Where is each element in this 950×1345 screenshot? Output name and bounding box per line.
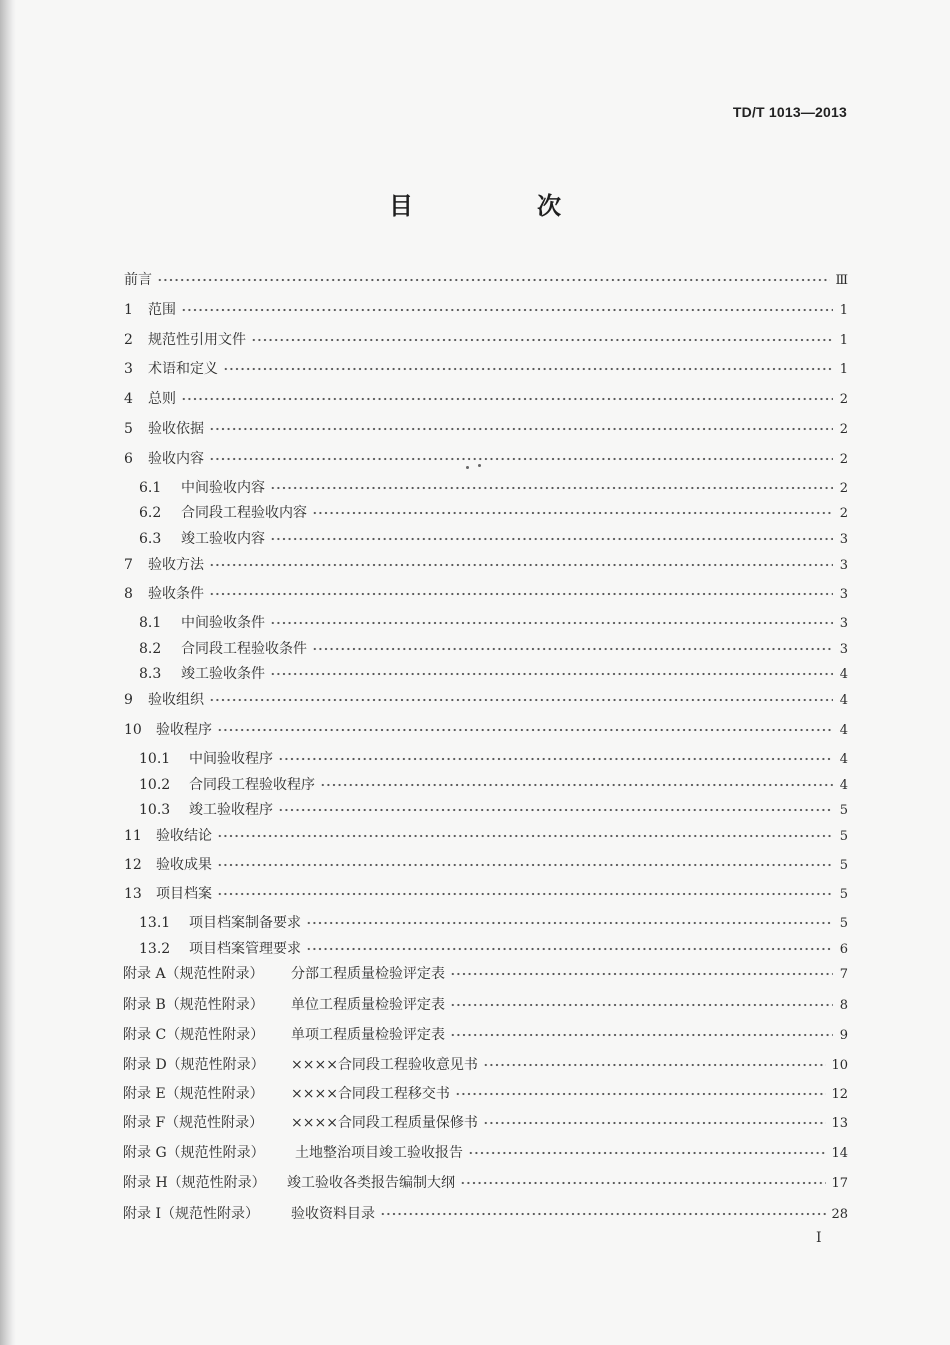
toc-entry-page: 4 [839,693,848,708]
toc-entry-annex[interactable] [123,1203,848,1225]
toc-entry[interactable] [139,748,848,770]
toc-entry-page: 3 [839,642,848,657]
toc-entry-label: 验收结论 [156,828,212,844]
toc-leader-dots [270,534,833,544]
toc-leader-dots [223,364,833,374]
toc-entry-number: 6.1 [139,480,162,496]
toc-entry-number: 附录 B（规范性附录） [123,997,264,1013]
toc-entry[interactable] [124,689,848,711]
toc-entry-page: 4 [839,752,848,767]
toc-leader-dots [181,305,833,315]
toc-leader-dots [312,644,833,654]
toc-entry-label: 合同段工程验收内容 [181,505,307,521]
toc-entry-annex[interactable] [123,994,848,1016]
toc-entry-page: Ⅲ [835,273,848,288]
toc-entry[interactable] [124,329,848,351]
toc-entry-page: 17 [831,1176,848,1191]
toc-entry-number: 12 [124,857,142,873]
toc-leader-dots [209,454,833,464]
toc-entry[interactable] [124,448,848,470]
toc-entry-number: 6 [124,451,133,467]
toc-entry-number: 8.3 [139,666,162,682]
toc-entry-label: 验收资料目录 [291,1206,375,1222]
toc-entry[interactable] [124,554,848,576]
toc-entry-number: 6.3 [139,531,162,547]
toc-leader-dots [455,1089,827,1099]
toc-entry-number: 10 [124,722,142,738]
toc-entry-label: 总则 [148,391,176,407]
toc-entry-page: 5 [839,829,848,844]
toc-entry-number: 11 [124,828,142,844]
toc-entry-page: 7 [839,967,848,982]
toc-entry-label: 项目档案管理要求 [189,941,301,957]
toc-leader-dots [306,918,833,928]
toc-entry-page: 3 [839,558,848,573]
scan-speck [478,464,481,467]
toc-entry-label: 验收成果 [156,857,212,873]
toc-entry-label: ××××合同段工程验收意见书 [291,1057,478,1073]
toc-entry-page: 2 [839,452,848,467]
toc-entry-number: 9 [124,692,133,708]
toc-entry[interactable] [139,663,848,685]
toc-entry-label: 验收组织 [148,692,204,708]
toc-entry-label: 竣工验收内容 [181,531,265,547]
toc-entry-label: 中间验收内容 [181,480,265,496]
toc-entry-page: 1 [839,303,848,318]
toc-entry-page: 3 [839,532,848,547]
toc-entry-label: 术语和定义 [148,361,218,377]
toc-entry-number: 13.1 [139,915,171,931]
toc-entry-number: 6.2 [139,505,162,521]
scan-speck [466,466,469,469]
toc-entry-number: 7 [124,557,133,573]
toc-entry-number: 附录 C（规范性附录） [123,1027,265,1043]
toc-entry-number: 附录 F（规范性附录） [123,1115,264,1131]
toc-entry-label: 验收程序 [156,722,212,738]
toc-entry-label: 中间验收条件 [181,615,265,631]
toc-entry-number: 13.2 [139,941,171,957]
toc-entry-annex[interactable] [123,963,848,985]
toc-entry-label: 验收方法 [148,557,204,573]
toc-entry-label: 土地整治项目竣工验收报告 [295,1145,463,1161]
document-code: TD/T 1013—2013 [732,104,847,120]
toc-entry[interactable] [139,528,848,550]
toc-entry-label: 范围 [148,302,176,318]
toc-leader-dots [209,560,833,570]
toc-entry[interactable] [139,612,848,634]
toc-entry[interactable] [139,938,848,960]
toc-leader-dots [217,889,833,899]
toc-leader-dots [270,669,833,679]
toc-entry-number: 13 [124,886,142,902]
page-number: Ⅰ [816,1230,822,1246]
toc-entry-label: 单项工程质量检验评定表 [291,1027,445,1043]
toc-entry[interactable] [124,583,848,605]
toc-leader-dots [483,1060,827,1070]
toc-entry-page: 2 [839,422,848,437]
toc-entry-page: 13 [831,1116,848,1131]
toc-leader-dots [278,754,833,764]
toc-leader-dots [380,1209,826,1219]
toc-entry[interactable] [139,799,848,821]
toc-entry-page: 2 [839,506,848,521]
toc-entry-label: 竣工验收程序 [189,802,273,818]
toc-entry-number: 3 [124,361,133,377]
toc-entry-number: 10.2 [139,777,171,793]
toc-entry-number: 4 [124,391,133,407]
toc-entry-number: 10.1 [139,751,171,767]
toc-entry-number: 8 [124,586,133,602]
toc-entry-label: 规范性引用文件 [148,332,246,348]
toc-leader-dots [209,695,833,705]
toc-entry[interactable] [139,774,848,796]
toc-entry[interactable] [139,502,848,524]
toc-entry-number: 10.3 [139,802,171,818]
toc-entry-number: 1 [124,302,133,318]
toc-entry-label: 单位工程质量检验评定表 [291,997,445,1013]
toc-entry-page: 4 [839,723,848,738]
toc-leader-dots [251,335,833,345]
toc-entry-number: 附录 E（规范性附录） [123,1086,264,1102]
toc-entry-page: 8 [839,998,848,1013]
toc-entry-label: ××××合同段工程质量保修书 [291,1115,478,1131]
toc-entry-number: 附录 G（规范性附录） [123,1145,265,1161]
toc-entry[interactable] [139,477,848,499]
toc-entry-page: 1 [839,362,848,377]
toc-entry-page: 2 [839,392,848,407]
toc-entry[interactable] [124,269,848,291]
toc-leader-dots [312,508,833,518]
page-title: 目 次 [389,192,611,220]
toc-entry[interactable] [124,388,848,410]
toc-entry-page: 9 [839,1028,848,1043]
toc-entry[interactable] [124,883,848,905]
toc-leader-dots [483,1118,827,1128]
toc-entry-page: 4 [839,667,848,682]
toc-entry[interactable] [139,638,848,660]
toc-entry-annex[interactable] [123,1083,848,1105]
toc-entry-annex[interactable] [123,1054,848,1076]
toc-leader-dots [320,780,833,790]
toc-entry-number: 附录 H（规范性附录） [123,1175,266,1191]
toc-entry-label: 前言 [124,272,152,288]
toc-leader-dots [450,1000,833,1010]
toc-entry-label: 合同段工程验收条件 [181,641,307,657]
toc-entry[interactable] [124,358,848,380]
toc-entry-label: ××××合同段工程移交书 [291,1086,450,1102]
toc-entry-label: 竣工验收条件 [181,666,265,682]
toc-entry-page: 2 [839,481,848,496]
toc-entry-number: 附录 A（规范性附录） [123,966,264,982]
toc-entry[interactable] [139,912,848,934]
toc-leader-dots [468,1148,826,1158]
toc-entry-page: 5 [839,887,848,902]
toc-entry[interactable] [124,299,848,321]
toc-leader-dots [157,275,830,285]
toc-entry-label: 项目档案制备要求 [189,915,301,931]
toc-entry-page: 5 [839,858,848,873]
toc-entry-page: 3 [839,616,848,631]
toc-entry-page: 1 [839,333,848,348]
toc-entry[interactable] [124,418,848,440]
toc-leader-dots [450,969,833,979]
toc-leader-dots [270,483,833,493]
toc-entry-page: 10 [831,1058,848,1073]
toc-entry-annex[interactable] [123,1142,848,1164]
toc-entry-label: 中间验收程序 [189,751,273,767]
toc-entry-page: 4 [839,778,848,793]
toc-entry-number: 8.2 [139,641,162,657]
toc-entry-annex[interactable] [123,1172,848,1194]
toc-entry-label: 分部工程质量检验评定表 [291,966,445,982]
toc-entry-page: 3 [839,587,848,602]
toc-entry-label: 验收条件 [148,586,204,602]
toc-entry-page: 5 [839,803,848,818]
toc-leader-dots [209,424,833,434]
toc-entry-label: 验收依据 [148,421,204,437]
toc-leader-dots [460,1178,826,1188]
toc-leader-dots [450,1030,833,1040]
toc-entry[interactable] [124,854,848,876]
toc-entry-number: 8.1 [139,615,162,631]
toc-entry-annex[interactable] [123,1024,848,1046]
toc-leader-dots [306,944,833,954]
toc-entry-label: 竣工验收各类报告编制大纲 [287,1175,455,1191]
toc-entry-number: 2 [124,332,133,348]
toc-entry[interactable] [124,719,848,741]
toc-entry-page: 28 [831,1207,848,1222]
toc-leader-dots [270,618,833,628]
toc-entry[interactable] [124,825,848,847]
toc-leader-dots [278,805,833,815]
toc-entry-page: 12 [831,1087,848,1102]
toc-entry-annex[interactable] [123,1112,848,1134]
toc-entry-page: 14 [831,1146,848,1161]
toc-leader-dots [209,589,833,599]
toc-entry-label: 验收内容 [148,451,204,467]
toc-entry-number: 附录 D（规范性附录） [123,1057,265,1073]
toc-entry-page: 6 [839,942,848,957]
toc-entry-number: 5 [124,421,133,437]
toc-leader-dots [217,860,833,870]
toc-leader-dots [217,725,833,735]
toc-entry-label: 合同段工程验收程序 [189,777,315,793]
toc-entry-label: 项目档案 [156,886,212,902]
toc-leader-dots [217,831,833,841]
toc-entry-page: 5 [839,916,848,931]
toc-leader-dots [181,394,833,404]
toc-entry-number: 附录 I（规范性附录） [123,1206,259,1222]
